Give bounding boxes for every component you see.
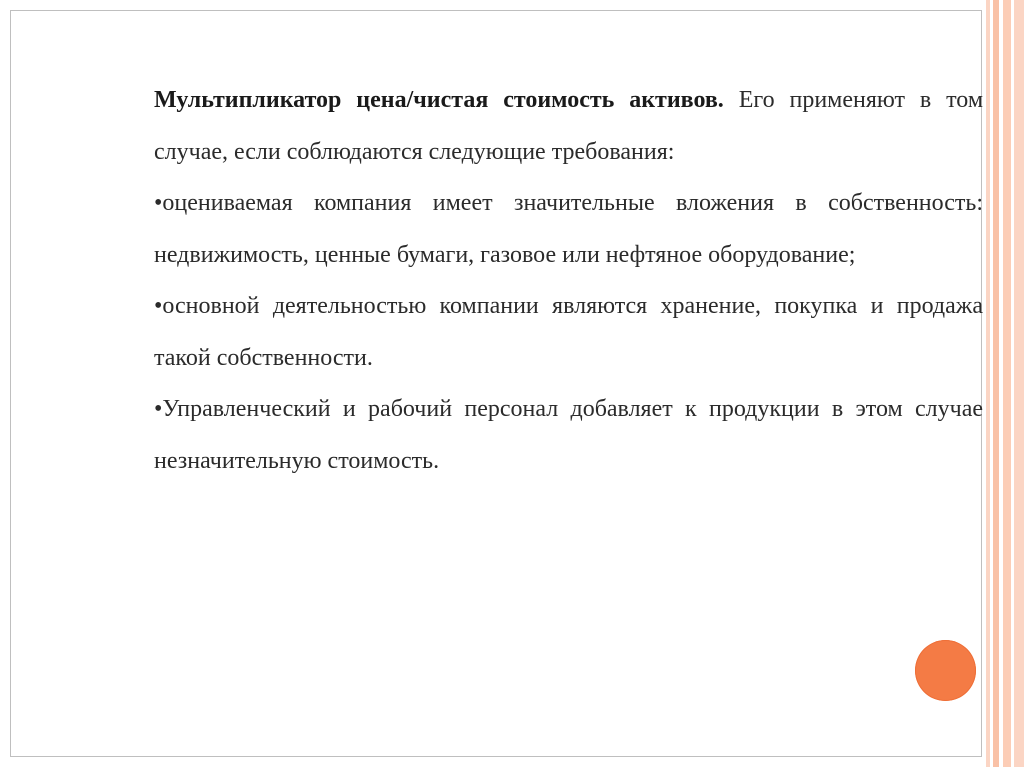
stripe bbox=[1014, 0, 1024, 767]
stripe bbox=[1003, 0, 1011, 767]
bullet-item-3: •Управленческий и рабочий персонал добавляет к продукции в этом случае незначительную стоимость. bbox=[154, 396, 983, 474]
bullet-item-1: •оцениваемая компания имеет значительные вложения в собственность: недвижимость, ценные бумаги, газовое или нефтяное оборудование; bbox=[154, 190, 983, 268]
intro-paragraph bbox=[154, 75, 983, 178]
bullet-item-2: •основной деятельностью компании являются хранение, покупка и продажа такой собственности. bbox=[154, 293, 983, 371]
decorative-side-stripes bbox=[986, 0, 1024, 767]
slide-body bbox=[154, 75, 983, 487]
intro-text: Его применяют в том случае, если соблюдаются следующие требования: bbox=[154, 87, 984, 165]
intro-bold-text: Мультипликатор цена/чистая стоимость активов. bbox=[154, 87, 724, 113]
decorative-circle bbox=[915, 640, 976, 701]
